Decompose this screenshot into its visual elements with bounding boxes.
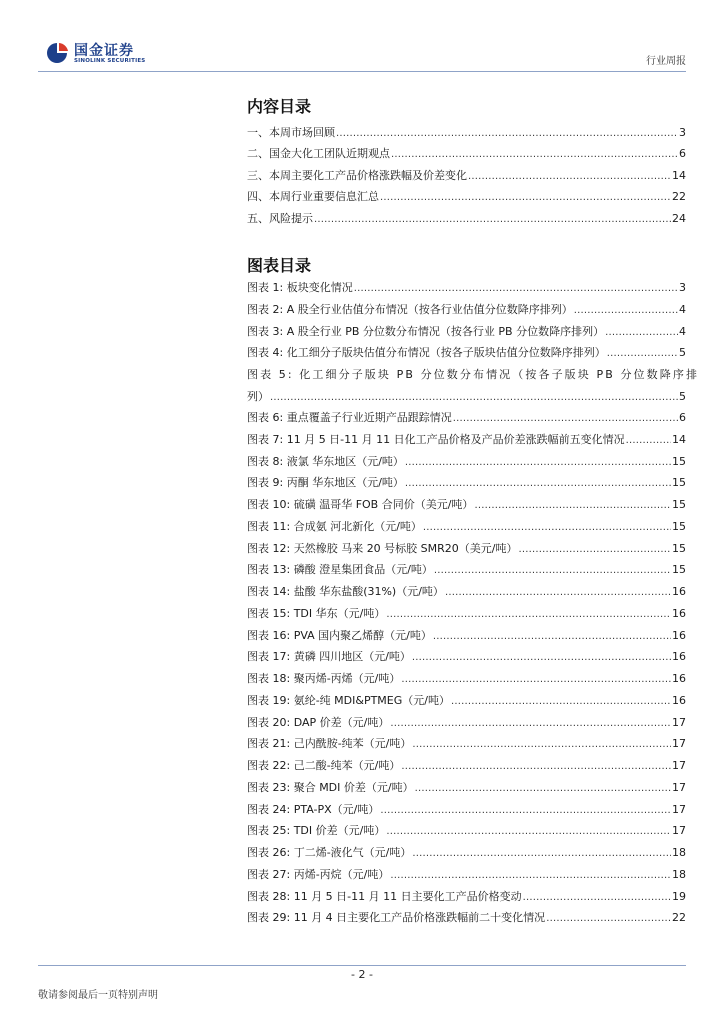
dot-leader bbox=[354, 277, 678, 300]
toc-entry-page: 19 bbox=[672, 889, 686, 903]
toc-entry[interactable] bbox=[247, 690, 686, 712]
dot-leader bbox=[434, 559, 671, 582]
dot-leader bbox=[415, 777, 671, 800]
company-logo bbox=[44, 40, 164, 68]
toc-entry-label: 图表 8: 液氯 华东地区（元/吨） bbox=[247, 454, 404, 468]
toc-entry[interactable] bbox=[247, 429, 686, 451]
toc-entry[interactable] bbox=[247, 581, 686, 603]
toc-entry-label: 图表 14: 盐酸 华东盐酸(31%)（元/吨） bbox=[247, 585, 444, 598]
toc-entry[interactable] bbox=[247, 820, 686, 842]
dot-leader bbox=[405, 472, 671, 495]
toc-entry-page: 16 bbox=[672, 585, 686, 598]
toc-entry-page: 16 bbox=[672, 672, 686, 685]
toc-entry-page: 3 bbox=[679, 126, 686, 139]
logo-text-en: SINOLINK SECURITIES bbox=[74, 58, 146, 64]
footer-divider bbox=[38, 965, 686, 966]
page-number: - 2 - bbox=[351, 968, 373, 981]
toc-entry[interactable] bbox=[247, 603, 686, 625]
dot-leader bbox=[607, 342, 678, 365]
toc-entry-label: 图表 19: 氨纶-纯 MDI&PTMEG（元/吨） bbox=[247, 693, 450, 707]
toc-entry[interactable] bbox=[247, 494, 686, 516]
toc-entry-page: 16 bbox=[672, 693, 686, 707]
toc-entry[interactable] bbox=[247, 342, 686, 364]
toc-entry-page: 14 bbox=[672, 168, 686, 182]
report-type: 行业周报 bbox=[646, 56, 686, 67]
toc-entry-label: 图表 24: PTA-PX（元/吨） bbox=[247, 802, 380, 816]
toc-entry-page: 17 bbox=[672, 737, 686, 751]
toc-entry[interactable] bbox=[247, 733, 686, 755]
dot-leader bbox=[433, 625, 671, 648]
toc-entry-label: 图表 9: 丙酮 华东地区（元/吨） bbox=[247, 476, 404, 490]
dot-leader bbox=[405, 451, 671, 474]
dot-leader bbox=[412, 842, 671, 865]
disclaimer-note: 敬请参阅最后一页特别声明 bbox=[38, 990, 158, 1001]
toc-entry-page: 18 bbox=[672, 846, 686, 859]
dot-leader bbox=[451, 690, 671, 713]
toc-entry-page: 15 bbox=[672, 476, 686, 490]
dot-leader bbox=[519, 538, 672, 561]
toc-entry[interactable] bbox=[247, 842, 686, 864]
dot-leader bbox=[605, 321, 678, 344]
toc-entry[interactable] bbox=[247, 559, 686, 581]
contents-title: 内容目录 bbox=[247, 97, 312, 116]
figures-list-b bbox=[247, 407, 686, 929]
dot-leader bbox=[314, 208, 671, 230]
toc-entry-label: 图表 26: 丁二烯-液化气（元/吨） bbox=[247, 846, 412, 859]
toc-entry-page: 5 bbox=[679, 346, 686, 360]
toc-entry-figure-5[interactable] bbox=[247, 364, 700, 408]
toc-entry-label: 图表 22: 己二酸-纯苯（元/吨） bbox=[247, 759, 401, 772]
toc-entry-page: 5 bbox=[679, 389, 686, 403]
toc-entry-page: 16 bbox=[672, 628, 686, 642]
toc-entry-label: 图表 13: 磷酸 澄星集团食品（元/吨） bbox=[247, 563, 433, 577]
toc-entry-page: 4 bbox=[679, 324, 686, 338]
toc-entry-label-cont: 列） bbox=[247, 389, 269, 403]
toc-entry[interactable] bbox=[247, 451, 686, 473]
toc-entry[interactable] bbox=[247, 165, 686, 186]
toc-entry-label: 四、本周行业重要信息汇总 bbox=[247, 190, 379, 204]
toc-entry-page: 3 bbox=[679, 281, 686, 294]
dot-leader bbox=[336, 122, 678, 144]
toc-entry[interactable] bbox=[247, 668, 686, 690]
toc-entry-label: 图表 1: 板块变化情况 bbox=[247, 281, 353, 294]
contents-list bbox=[247, 122, 686, 229]
toc-entry-label: 图表 11: 合成氨 河北新化（元/吨） bbox=[247, 519, 422, 533]
toc-entry-page: 15 bbox=[672, 563, 686, 577]
page-header bbox=[0, 0, 724, 72]
dot-leader bbox=[474, 494, 671, 517]
dot-leader bbox=[453, 407, 678, 430]
toc-entry-label: 三、本周主要化工产品价格涨跌幅及价差变化 bbox=[247, 168, 467, 182]
toc-entry-page: 17 bbox=[672, 780, 686, 794]
toc-entry-page: 18 bbox=[672, 867, 686, 881]
toc-entry-label: 图表 15: TDI 华东（元/吨） bbox=[247, 606, 386, 620]
toc-entry-page: 16 bbox=[672, 606, 686, 620]
toc-entry[interactable] bbox=[247, 712, 686, 734]
toc-entry-label: 图表 29: 11 月 4 日主要化工产品价格涨跌幅前二十变化情况 bbox=[247, 911, 546, 925]
dot-leader bbox=[380, 799, 671, 822]
toc-entry-page: 15 bbox=[672, 519, 686, 533]
toc-entry-page: 15 bbox=[672, 498, 686, 511]
toc-entry-label: 图表 28: 11 月 5 日-11 月 11 日主要化工产品价格变动 bbox=[247, 889, 522, 903]
toc-entry[interactable] bbox=[247, 646, 686, 668]
dot-leader bbox=[391, 143, 678, 165]
toc-entry-label: 图表 25: TDI 价差（元/吨） bbox=[247, 824, 386, 838]
toc-entry[interactable] bbox=[247, 472, 686, 494]
toc-entry-label: 图表 3: A 股全行业 PB 分位数分布情况（按各行业 PB 分位数降序排列） bbox=[247, 324, 605, 338]
toc-entry[interactable] bbox=[247, 799, 686, 821]
toc-entry[interactable] bbox=[247, 907, 686, 929]
dot-leader bbox=[546, 907, 671, 930]
toc-entry[interactable] bbox=[247, 625, 686, 647]
toc-entry-label: 图表 4: 化工细分子版块估值分布情况（按各子版块估值分位数降序排列） bbox=[247, 346, 606, 360]
toc-entry-label: 五、风险提示 bbox=[247, 211, 313, 225]
toc-entry[interactable] bbox=[247, 299, 686, 321]
toc-entry-page: 22 bbox=[672, 190, 686, 204]
toc-entry[interactable] bbox=[247, 864, 686, 886]
dot-leader bbox=[523, 886, 671, 909]
figures-title: 图表目录 bbox=[247, 256, 312, 275]
toc-entry[interactable] bbox=[247, 407, 686, 429]
dot-leader bbox=[270, 386, 678, 409]
toc-entry[interactable] bbox=[247, 143, 686, 164]
toc-entry-page: 4 bbox=[679, 302, 686, 316]
dot-leader bbox=[574, 299, 678, 322]
dot-leader bbox=[468, 165, 671, 187]
dot-leader bbox=[380, 186, 671, 208]
dot-leader bbox=[412, 733, 671, 756]
toc-entry-page: 17 bbox=[672, 759, 686, 772]
dot-leader bbox=[412, 646, 671, 669]
toc-entry[interactable] bbox=[247, 538, 686, 560]
dot-leader bbox=[386, 820, 671, 843]
logo-text-cn: 国金证券 bbox=[74, 43, 134, 59]
toc-entry[interactable] bbox=[247, 321, 686, 343]
toc-entry-page: 17 bbox=[672, 715, 686, 729]
toc-entry-page: 22 bbox=[672, 911, 686, 925]
toc-entry[interactable] bbox=[247, 122, 686, 143]
toc-entry-label: 图表 12: 天然橡胶 马来 20 号标胶 SMR20（美元/吨） bbox=[247, 541, 518, 555]
toc-entry-label: 图表 5: 化工细分子版块 PB 分位数分布情况（按各子版块 PB 分位数降序排 bbox=[247, 368, 700, 381]
toc-entry[interactable] bbox=[247, 516, 686, 538]
toc-entry-page: 24 bbox=[672, 211, 686, 225]
toc-entry-label: 图表 7: 11 月 5 日-11 月 11 日化工产品价格及产品价差涨跌幅前五变化情况 bbox=[247, 432, 625, 446]
toc-entry-label: 图表 17: 黄磷 四川地区（元/吨） bbox=[247, 650, 411, 664]
toc-entry-page: 17 bbox=[672, 802, 686, 816]
toc-entry-label: 图表 18: 聚丙烯-丙烯（元/吨） bbox=[247, 672, 401, 685]
header-divider bbox=[38, 71, 686, 72]
toc-entry-page: 6 bbox=[679, 411, 686, 424]
toc-entry[interactable] bbox=[247, 755, 686, 777]
toc-entry-page: 14 bbox=[672, 432, 686, 446]
toc-entry-label: 图表 21: 己内酰胺-纯苯（元/吨） bbox=[247, 737, 412, 751]
toc-entry-page: 16 bbox=[672, 650, 686, 664]
toc-entry[interactable] bbox=[247, 886, 686, 908]
toc-entry-label: 图表 16: PVA 国内聚乙烯醇（元/吨） bbox=[247, 628, 432, 642]
toc-entry-page: 17 bbox=[672, 824, 686, 838]
dot-leader bbox=[390, 864, 671, 887]
toc-entry[interactable] bbox=[247, 277, 686, 299]
toc-entry-label: 图表 23: 聚合 MDI 价差（元/吨） bbox=[247, 780, 414, 794]
toc-entry-page: 15 bbox=[672, 541, 686, 555]
toc-entry-label: 二、国金大化工团队近期观点 bbox=[247, 147, 390, 161]
dot-leader bbox=[401, 755, 671, 778]
toc-entry-label: 图表 10: 硫磺 温哥华 FOB 合同价（美元/吨） bbox=[247, 498, 474, 511]
toc-entry-page: 6 bbox=[679, 147, 686, 161]
toc-entry[interactable] bbox=[247, 777, 686, 799]
toc-entry[interactable] bbox=[247, 208, 686, 229]
toc-entry-label: 图表 27: 丙烯-丙烷（元/吨） bbox=[247, 867, 390, 881]
dot-leader bbox=[390, 712, 671, 735]
toc-entry-label: 图表 2: A 股全行业估值分布情况（按各行业估值分位数降序排列） bbox=[247, 302, 573, 316]
dot-leader bbox=[626, 429, 671, 452]
dot-leader bbox=[386, 603, 671, 626]
logo-mark-icon bbox=[44, 41, 70, 65]
toc-entry-label: 一、本周市场回顾 bbox=[247, 126, 335, 139]
figures-list-a bbox=[247, 277, 686, 364]
dot-leader bbox=[445, 581, 671, 604]
dot-leader bbox=[423, 516, 671, 539]
toc-entry-label: 图表 20: DAP 价差（元/吨） bbox=[247, 715, 390, 729]
dot-leader bbox=[401, 668, 671, 691]
toc-entry-page: 15 bbox=[672, 454, 686, 468]
toc-entry[interactable] bbox=[247, 186, 686, 207]
toc-entry-label: 图表 6: 重点覆盖子行业近期产品跟踪情况 bbox=[247, 411, 452, 424]
